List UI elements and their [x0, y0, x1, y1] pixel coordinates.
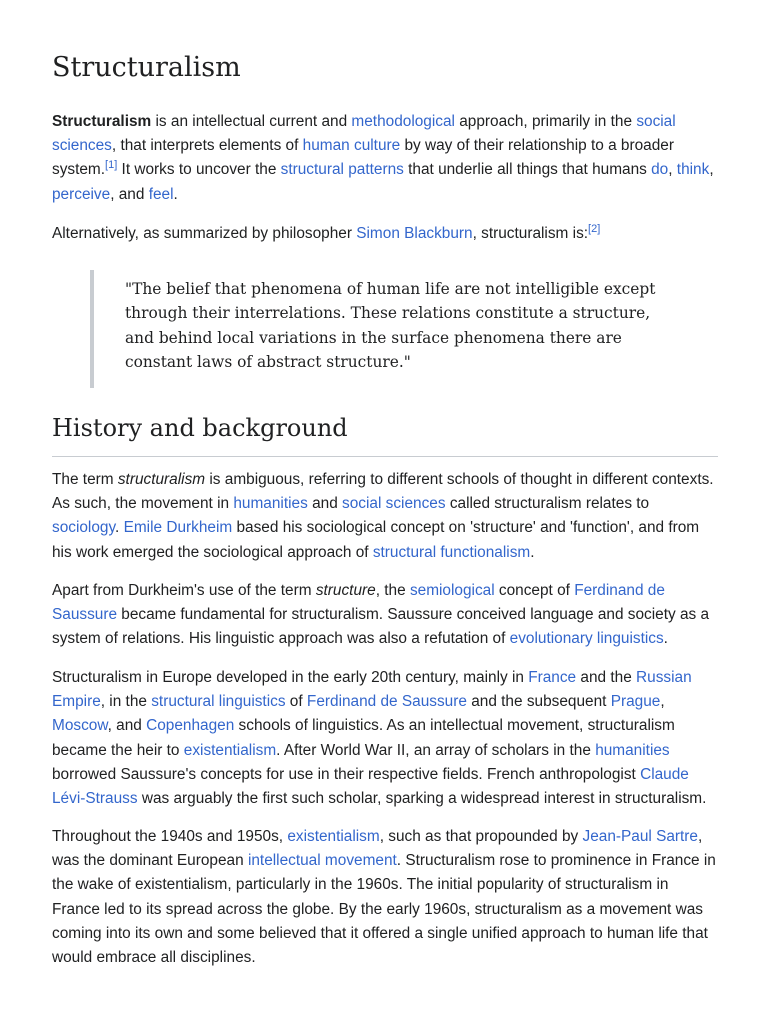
link-copenhagen[interactable]: Copenhagen [146, 717, 235, 735]
link-russian-empire[interactable]: Russian Empire [52, 669, 692, 711]
section-heading-wrapper [52, 412, 718, 457]
quote-text: "The belief that phenomena of human life are not intelligible except through their interrelations. These relations constitute a structure, and behind local variations in the surface phenomena there are constant laws of abstract structure." [125, 280, 656, 372]
intro-paragraph: Structuralism is an intellectual current and methodological approach, primarily in the social sciences, that interprets elements of human culture by way of their relationship to a broader system.[1] It works to uncover the structural patterns that underlie all things that humans do, think, perceive, and feel. [52, 113, 714, 203]
history-paragraph-2: Apart from Durkheim's use of the term structure, the semiological concept of Ferdinand de Saussure became fundamental for structuralism. Saussure conceived language and society as a system of relations. His linguistic approach was also a refutation of evolutionary linguistics. [52, 582, 710, 648]
link-ferdinand-de-saussure[interactable]: Ferdinand de Saussure [52, 582, 665, 624]
link-evolutionary-linguistics[interactable]: evolutionary linguistics [509, 630, 664, 648]
history-paragraph-4: Throughout the 1940s and 1950s, existentialism, such as that propounded by Jean-Paul Sartre, was the dominant European intellectual movement. Structuralism rose to prominence in France in the wake of existentialism, particularly in the 1960s. The initial popularity of structuralism in France led to its spread across the globe. By the early 1960s, structuralism as a movement was coming into its own and some believed that it offered a single unified approach to human life that would embrace all disciplines. [52, 828, 716, 967]
link-structural-patterns[interactable]: structural patterns [280, 161, 404, 179]
link-do[interactable]: do [651, 161, 669, 179]
link-feel[interactable]: feel [148, 185, 174, 203]
link-semiological[interactable]: semiological [409, 582, 495, 599]
history-paragraph-1: The term structuralism is ambiguous, referring to different schools of thought in different contexts. As such, the movement in humanities and social sciences called structuralism relates to sociology. Emile Durkheim based his sociological concept on 'structure' and 'function', and from his work emerged the sociological approach of structural functionalism. [52, 471, 714, 561]
link-existentialism[interactable]: existentialism [183, 741, 277, 759]
link-sociology[interactable]: sociology [52, 519, 116, 537]
link-methodological[interactable]: methodological [351, 113, 455, 130]
link-simon-blackburn[interactable]: Simon Blackburn [356, 225, 473, 242]
link-ferdinand-de-saussure-2[interactable]: Ferdinand de Saussure [306, 693, 467, 711]
term-structuralism: structuralism [117, 471, 206, 488]
link-moscow[interactable]: Moscow [52, 717, 108, 735]
reference-1[interactable]: [1] [105, 159, 118, 172]
link-humanities[interactable]: humanities [233, 495, 308, 513]
link-structural-functionalism[interactable]: structural functionalism [372, 543, 531, 561]
link-human-culture[interactable]: human culture [302, 137, 401, 155]
bold-term: Structuralism [52, 113, 152, 130]
page-title: Structuralism [52, 52, 241, 83]
history-paragraph-3: Structuralism in Europe developed in the early 20th century, mainly in France and the Russian Empire, in the structural linguistics of Ferdinand de Saussure and the subsequent Prague, Moscow, and Copenhagen schools of linguistics. As an intellectual movement, structuralism became the heir to existentialism. After World War II, an array of scholars in the humanities borrowed Saussure's concepts for use in their respective fields. French anthropologist Claude Lévi-Strauss was arguably the first such scholar, sparking a widespread interest in structuralism. [52, 669, 707, 808]
link-intellectual-movement[interactable]: intellectual movement [247, 852, 397, 870]
alternative-paragraph: Alternatively, as summarized by philosopher Simon Blackburn, structuralism is:[2] [52, 222, 601, 242]
section-heading: History and background [52, 414, 348, 442]
link-structural-linguistics[interactable]: structural linguistics [151, 693, 286, 711]
reference-2[interactable]: [2] [588, 222, 601, 235]
link-existentialism-2[interactable]: existentialism [287, 828, 380, 845]
term-structure: structure [315, 582, 376, 599]
link-prague[interactable]: Prague [610, 693, 661, 711]
link-social-sciences[interactable]: social sciences [52, 113, 676, 155]
link-social-sciences-2[interactable]: social sciences [342, 495, 446, 513]
link-emile-durkheim[interactable]: Emile Durkheim [123, 519, 233, 537]
link-think[interactable]: think [676, 161, 710, 179]
link-jean-paul-sartre[interactable]: Jean-Paul Sartre [582, 828, 698, 845]
link-france[interactable]: France [528, 669, 577, 686]
link-perceive[interactable]: perceive [52, 185, 111, 203]
blockquote [90, 270, 705, 388]
link-humanities-2[interactable]: humanities [595, 741, 670, 759]
link-claude-levi-strauss[interactable]: Claude Lévi-Strauss [52, 765, 689, 808]
